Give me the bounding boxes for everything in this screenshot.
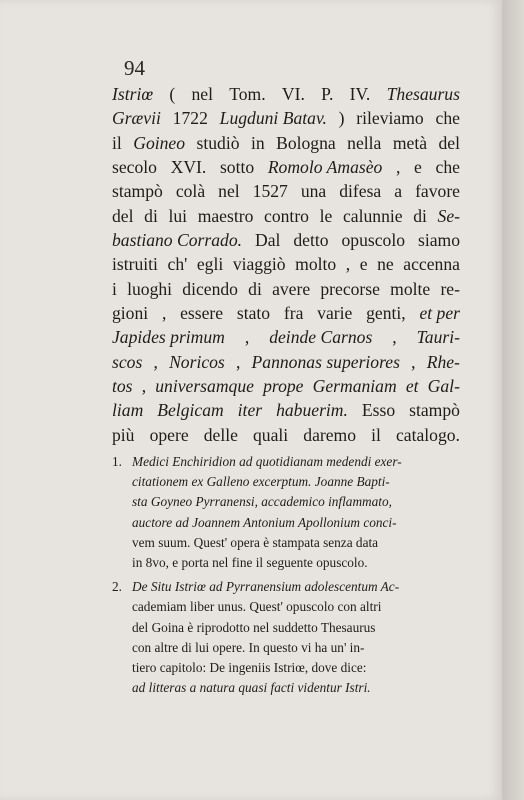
word: ( <box>169 84 176 104</box>
word: contro <box>264 205 309 226</box>
text-line <box>112 82 460 106</box>
note-text: tiero capitolo: De ingeniis Istriœ, dove dice: <box>132 659 367 675</box>
word: egli <box>196 254 224 275</box>
word: , <box>161 303 167 324</box>
note-text: De Situ Istriœ ad Pyrranensium adolescentum Ac- <box>132 579 400 595</box>
note-line <box>112 533 460 553</box>
word: 1527 <box>252 181 288 202</box>
word: catalogo. <box>395 424 460 445</box>
word: XVI. <box>170 157 207 178</box>
word: Thesaurus <box>386 84 460 104</box>
text-line <box>112 131 460 155</box>
word: deinde Carnos <box>269 327 373 348</box>
word: Germaniam <box>312 376 397 397</box>
word: et <box>405 376 419 397</box>
word: Romolo Amasèo <box>267 157 383 178</box>
word: ) <box>338 108 345 129</box>
word: stato <box>236 303 271 324</box>
note-text: auctore ad Joannem Antonium Apollonium conci- <box>132 514 397 530</box>
word: che <box>435 157 460 178</box>
note-text: in 8vo, e porta nel fine il seguente opuscolo. <box>132 554 368 570</box>
word: dicendo <box>182 278 238 299</box>
word: Goineo <box>133 132 186 153</box>
text-line <box>112 423 460 447</box>
word: a <box>394 181 403 202</box>
note-text: ad litteras a natura quasi facti videntur Istri. <box>132 680 371 696</box>
word: et per <box>419 303 460 324</box>
word: e <box>414 157 422 178</box>
word: istruiti <box>112 254 158 275</box>
note-line <box>112 553 460 573</box>
word: del <box>438 132 460 153</box>
word: molte <box>390 278 431 299</box>
word: Gal- <box>427 376 460 397</box>
note-line <box>112 658 460 678</box>
word: e <box>359 254 368 275</box>
text-line <box>112 155 460 179</box>
word: IV. <box>349 84 371 104</box>
word: del <box>112 205 134 226</box>
text-line <box>112 179 460 203</box>
note-line <box>112 638 460 658</box>
word: varie <box>317 303 353 324</box>
note-text: vem suum. Quest' opera è stampata senza data <box>132 534 379 550</box>
word: rileviamo <box>356 108 424 129</box>
word: difesa <box>339 181 382 202</box>
word: di <box>248 278 262 299</box>
text-line <box>112 325 460 349</box>
word: scos <box>112 351 143 372</box>
word: , <box>392 327 397 348</box>
word: stampò <box>112 181 163 202</box>
word: Pannonas superiores <box>251 351 400 372</box>
word: maestro <box>197 205 254 226</box>
word: delle <box>203 424 238 445</box>
word: metà <box>392 132 428 153</box>
word: daremo <box>303 424 357 445</box>
word: sotto <box>219 157 255 178</box>
word: tos <box>112 376 133 397</box>
note-number: 1. <box>112 454 122 469</box>
word: Belgicam <box>157 400 224 421</box>
word: 1722 <box>172 108 208 129</box>
word: le <box>319 205 333 226</box>
text-line <box>112 350 460 374</box>
word: il <box>112 132 122 153</box>
word: nella <box>347 132 382 153</box>
word: più <box>112 424 135 445</box>
word: ch' <box>167 254 188 275</box>
text-line <box>112 374 460 398</box>
note-line <box>112 472 460 492</box>
catalog-notes <box>112 452 460 698</box>
text-line <box>112 301 460 325</box>
note-line <box>112 577 460 597</box>
word: fra <box>283 303 304 324</box>
note-text: cademiam liber unus. Quest' opuscolo con altri <box>132 599 382 615</box>
word: Istriœ <box>112 84 154 104</box>
word: re- <box>440 278 460 299</box>
word: Esso <box>361 400 396 421</box>
word: Rhe- <box>426 351 460 372</box>
text-line <box>112 228 460 252</box>
word: nel <box>218 181 240 202</box>
word: opuscolo <box>341 230 406 251</box>
word: lui <box>168 205 188 226</box>
word: detto <box>293 230 329 251</box>
word: iter <box>237 400 263 421</box>
word: , <box>235 351 241 372</box>
word: studiò <box>196 132 240 153</box>
word: quali <box>253 424 289 445</box>
word: Se- <box>437 205 460 226</box>
word: Japides primum <box>112 327 225 348</box>
page-edge <box>502 0 524 800</box>
word: Bologna <box>276 132 336 153</box>
word: Dal <box>254 230 281 251</box>
note-text: con altre di lui opere. In questo vi ha un' in- <box>132 639 365 655</box>
note-line <box>112 452 460 472</box>
word: che <box>435 108 460 129</box>
word: secolo <box>112 157 157 178</box>
text-line <box>112 277 460 301</box>
word: stampò <box>409 400 460 421</box>
note-line <box>112 618 460 638</box>
text-line <box>112 106 460 130</box>
word: , <box>153 351 158 372</box>
word: Tauri- <box>416 327 460 348</box>
word: in <box>250 132 265 153</box>
word: calunnie <box>342 205 403 226</box>
word: siamo <box>417 230 460 251</box>
word: il <box>371 424 381 445</box>
word: , <box>244 327 250 348</box>
word: Tom. <box>229 84 266 104</box>
note-text: citationem ex Galleno excerptum. Joanne Bapti- <box>132 474 390 490</box>
word: avere <box>272 278 311 299</box>
word: di <box>144 205 158 226</box>
note-line <box>112 492 460 512</box>
word: habuerim. <box>276 400 348 421</box>
page-number: 94 <box>124 56 145 80</box>
word: nel <box>191 84 213 104</box>
word: colà <box>175 181 206 202</box>
note-line <box>112 513 460 533</box>
note-text: sta Goyneo Pyrranensi, accademico inflammato, <box>132 494 392 510</box>
word: , <box>395 157 401 178</box>
note-text: Medici Enchiridion ad quotidianam medendi exer- <box>132 454 402 469</box>
word: una <box>300 181 327 202</box>
word: viaggiò <box>232 254 286 275</box>
word: , <box>411 351 416 372</box>
note-number: 2. <box>112 579 122 595</box>
note-line <box>112 678 460 698</box>
word: bastiano Corrado. <box>112 230 243 251</box>
word: Grævii <box>112 108 161 129</box>
word: favore <box>415 181 460 202</box>
note-text: del Goina è riprodotto nel suddetto Thesaurus <box>132 619 376 635</box>
word: opere <box>149 424 189 445</box>
word: VI. <box>281 84 305 104</box>
word: precorse <box>320 278 380 299</box>
word: luoghi <box>127 278 173 299</box>
word: liam <box>112 400 144 421</box>
word: i <box>112 278 117 299</box>
word: di <box>413 205 427 226</box>
word: molto <box>295 254 337 275</box>
text-line <box>112 252 460 276</box>
text-line <box>112 204 460 228</box>
word: essere <box>180 303 224 324</box>
word: , <box>141 376 147 397</box>
word: P. <box>321 84 334 104</box>
word: Lugduni Batav. <box>219 108 327 129</box>
word: prope <box>263 376 304 397</box>
word: Noricos <box>169 351 225 372</box>
word: , <box>345 254 351 275</box>
note-line <box>112 597 460 617</box>
word: gioni <box>112 303 149 324</box>
word: universamque <box>155 376 254 397</box>
word: ne <box>377 254 394 275</box>
text-line <box>112 398 460 422</box>
main-paragraph <box>112 82 460 447</box>
word: genti, <box>366 303 406 324</box>
word: accenna <box>403 254 460 275</box>
